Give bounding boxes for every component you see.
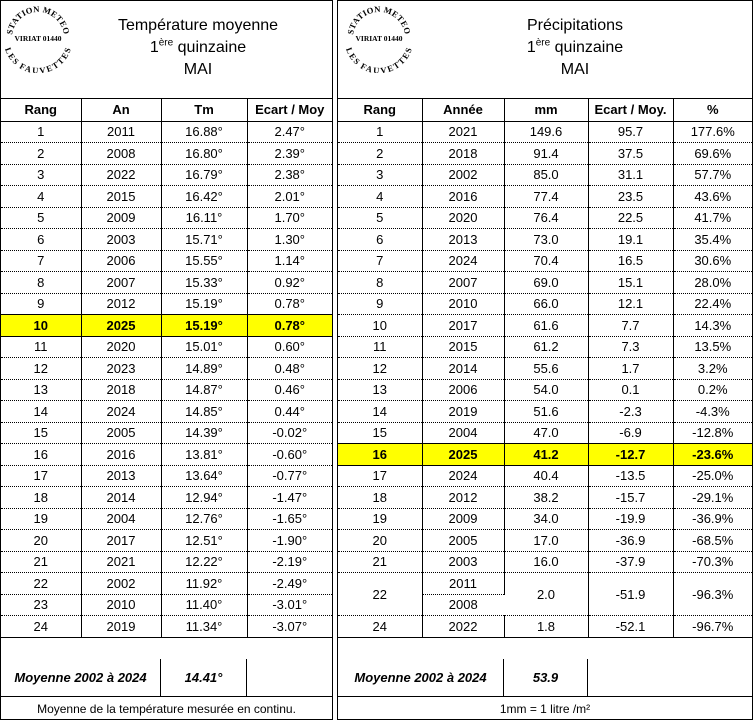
rank-cell: 19 — [338, 508, 422, 530]
table-row — [1, 207, 332, 229]
percent-cell: 3.2% — [673, 358, 752, 380]
temperature-cell: 11.34° — [161, 616, 247, 638]
temperature-title — [63, 15, 333, 81]
rank-cell: 8 — [338, 272, 422, 294]
column-header: Ecart / Moy — [247, 99, 332, 121]
deviation-cell: 1.70° — [247, 207, 332, 229]
deviation-cell: 2.38° — [247, 164, 332, 186]
temperature-cell: 14.87° — [161, 379, 247, 401]
deviation-cell: -0.60° — [247, 444, 332, 466]
percent-cell: -23.6% — [673, 444, 752, 466]
deviation-cell: 15.1 — [588, 272, 673, 294]
rainfall-cell: 51.6 — [504, 401, 588, 423]
deviation-cell: 0.44° — [247, 401, 332, 423]
rainfall-cell: 77.4 — [504, 186, 588, 208]
rainfall-cell: 40.4 — [504, 465, 588, 487]
deviation-cell: -13.5 — [588, 465, 673, 487]
year-cell: 2003 — [81, 229, 161, 251]
column-header: % — [673, 99, 752, 121]
deviation-cell: -36.9 — [588, 530, 673, 552]
year-cell: 2017 — [81, 530, 161, 552]
table-row — [1, 444, 332, 466]
year-cell: 2002 — [81, 573, 161, 595]
year-cell: 2009 — [422, 508, 504, 530]
year-cell: 2010 — [81, 594, 161, 616]
deviation-cell: 2.39° — [247, 143, 332, 165]
precipitation-ranking-table — [338, 99, 752, 638]
table-row — [1, 272, 332, 294]
table-row — [1, 186, 332, 208]
deviation-cell: 12.1 — [588, 293, 673, 315]
table-row — [338, 164, 752, 186]
precipitation-mean-row — [338, 659, 752, 697]
percent-cell: 0.2% — [673, 379, 752, 401]
rank-cell: 21 — [338, 551, 422, 573]
table-row — [1, 616, 332, 638]
deviation-cell: 2.47° — [247, 121, 332, 143]
year-cell: 2024 — [81, 401, 161, 423]
table-row — [338, 143, 752, 165]
precipitation-header — [338, 1, 752, 99]
rainfall-cell: 41.2 — [504, 444, 588, 466]
deviation-cell: 0.48° — [247, 358, 332, 380]
rank-cell: 10 — [338, 315, 422, 337]
year-cell: 2022 — [422, 616, 504, 638]
svg-text:VIRIAT 01440: VIRIAT 01440 — [14, 34, 62, 43]
table-row — [1, 530, 332, 552]
rank-cell: 17 — [1, 465, 81, 487]
deviation-cell: 7.3 — [588, 336, 673, 358]
table-row — [1, 358, 332, 380]
year-cell: 2019 — [422, 401, 504, 423]
rank-cell: 20 — [1, 530, 81, 552]
percent-cell: 30.6% — [673, 250, 752, 272]
table-row — [1, 250, 332, 272]
rank-cell: 20 — [338, 530, 422, 552]
rainfall-cell: 61.6 — [504, 315, 588, 337]
table-row — [1, 121, 332, 143]
rank-cell: 24 — [1, 616, 81, 638]
deviation-cell: -15.7 — [588, 487, 673, 509]
deviation-cell: -51.9 — [588, 573, 673, 616]
deviation-cell: -2.19° — [247, 551, 332, 573]
table-row — [1, 229, 332, 251]
deviation-cell: -37.9 — [588, 551, 673, 573]
year-cell: 2025 — [81, 315, 161, 337]
year-cell: 2012 — [422, 487, 504, 509]
percent-cell: -96.7% — [673, 616, 752, 638]
year-cell: 2003 — [422, 551, 504, 573]
station-stamp-logo — [344, 3, 414, 73]
temperature-cell: 15.19° — [161, 315, 247, 337]
year-cell: 2014 — [81, 487, 161, 509]
rank-cell: 19 — [1, 508, 81, 530]
temperature-cell: 16.42° — [161, 186, 247, 208]
year-cell: 2005 — [422, 530, 504, 552]
rainfall-cell: 149.6 — [504, 121, 588, 143]
year-cell: 2024 — [422, 465, 504, 487]
deviation-cell: 19.1 — [588, 229, 673, 251]
temperature-cell: 15.01° — [161, 336, 247, 358]
rank-cell: 4 — [1, 186, 81, 208]
table-row — [1, 336, 332, 358]
year-cell: 2020 — [422, 207, 504, 229]
deviation-cell: -3.01° — [247, 594, 332, 616]
percent-cell: -12.8% — [673, 422, 752, 444]
rank-cell: 12 — [1, 358, 81, 380]
svg-text:STATION METEO: STATION METEO — [4, 3, 72, 36]
table-row — [338, 422, 752, 444]
rank-cell: 8 — [1, 272, 81, 294]
year-cell: 2012 — [81, 293, 161, 315]
rank-cell: 22 — [338, 573, 422, 616]
temperature-cell: 14.39° — [161, 422, 247, 444]
rank-cell: 15 — [1, 422, 81, 444]
rainfall-cell: 34.0 — [504, 508, 588, 530]
deviation-cell: 23.5 — [588, 186, 673, 208]
rank-cell: 4 — [338, 186, 422, 208]
percent-cell: -96.3% — [673, 573, 752, 616]
deviation-cell: 0.1 — [588, 379, 673, 401]
temperature-mean-value: 14.41° — [161, 659, 247, 697]
rank-cell: 24 — [338, 616, 422, 638]
rainfall-cell: 1.8 — [504, 616, 588, 638]
year-cell: 2006 — [422, 379, 504, 401]
year-cell: 2004 — [81, 508, 161, 530]
table-row-tied — [338, 573, 752, 595]
temperature-cell: 12.94° — [161, 487, 247, 509]
year-cell: 2009 — [81, 207, 161, 229]
temperature-cell: 13.81° — [161, 444, 247, 466]
rank-cell: 9 — [338, 293, 422, 315]
percent-cell: 28.0% — [673, 272, 752, 294]
year-cell: 2007 — [81, 272, 161, 294]
svg-text:LES FAUVETTES: LES FAUVETTES — [344, 45, 414, 73]
temperature-mean-row — [1, 659, 332, 697]
svg-text:LES FAUVETTES: LES FAUVETTES — [3, 45, 73, 73]
rank-cell: 3 — [338, 164, 422, 186]
table-row — [338, 186, 752, 208]
table-row — [338, 207, 752, 229]
table-row — [338, 293, 752, 315]
temperature-cell: 11.40° — [161, 594, 247, 616]
rank-cell: 13 — [1, 379, 81, 401]
temperature-cell: 14.85° — [161, 401, 247, 423]
temperature-cell: 14.89° — [161, 358, 247, 380]
deviation-cell: -19.9 — [588, 508, 673, 530]
deviation-cell: 0.46° — [247, 379, 332, 401]
table-row — [338, 336, 752, 358]
year-cell: 2010 — [422, 293, 504, 315]
precipitation-mean-value: 53.9 — [504, 659, 588, 697]
temperature-ranking-table — [1, 99, 332, 638]
precipitation-title — [410, 15, 740, 81]
table-row — [338, 250, 752, 272]
temperature-cell: 12.76° — [161, 508, 247, 530]
year-cell: 2017 — [422, 315, 504, 337]
temperature-cell: 16.88° — [161, 121, 247, 143]
deviation-cell: 1.7 — [588, 358, 673, 380]
year-cell: 2021 — [81, 551, 161, 573]
precipitation-mean-label: Moyenne 2002 à 2024 — [338, 659, 504, 697]
deviation-cell: 2.01° — [247, 186, 332, 208]
column-header: Rang — [338, 99, 422, 121]
percent-cell: 22.4% — [673, 293, 752, 315]
table-row — [338, 530, 752, 552]
rank-cell: 1 — [1, 121, 81, 143]
rank-cell: 11 — [1, 336, 81, 358]
rank-cell: 5 — [338, 207, 422, 229]
rainfall-cell: 16.0 — [504, 551, 588, 573]
deviation-cell: 7.7 — [588, 315, 673, 337]
year-cell: 2023 — [81, 358, 161, 380]
temperature-cell: 11.92° — [161, 573, 247, 595]
rank-cell: 18 — [338, 487, 422, 509]
year-cell: 2015 — [422, 336, 504, 358]
temperature-header — [1, 1, 332, 99]
rank-cell: 16 — [1, 444, 81, 466]
deviation-cell: -2.49° — [247, 573, 332, 595]
year-cell: 2025 — [422, 444, 504, 466]
temperature-cell: 16.80° — [161, 143, 247, 165]
deviation-cell: -52.1 — [588, 616, 673, 638]
table-row — [338, 551, 752, 573]
precipitation-title-line1: Précipitations — [526, 17, 624, 34]
temperature-cell: 15.33° — [161, 272, 247, 294]
deviation-cell: -1.47° — [247, 487, 332, 509]
rank-cell: 3 — [1, 164, 81, 186]
table-row — [338, 401, 752, 423]
table-row — [338, 465, 752, 487]
year-cell: 2021 — [422, 121, 504, 143]
rank-cell: 17 — [338, 465, 422, 487]
table-row — [338, 358, 752, 380]
column-header: Ecart / Moy. — [588, 99, 673, 121]
year-cell: 2020 — [81, 336, 161, 358]
year-cell: 2013 — [81, 465, 161, 487]
deviation-cell: 0.78° — [247, 315, 332, 337]
table-row — [1, 379, 332, 401]
rainfall-cell: 2.0 — [504, 573, 588, 616]
deviation-cell: -6.9 — [588, 422, 673, 444]
rank-cell: 6 — [1, 229, 81, 251]
table-row — [1, 164, 332, 186]
rank-cell: 18 — [1, 487, 81, 509]
year-cell: 2014 — [422, 358, 504, 380]
percent-cell: -36.9% — [673, 508, 752, 530]
precipitation-panel — [337, 0, 753, 720]
percent-cell: 177.6% — [673, 121, 752, 143]
table-row-highlighted — [338, 444, 752, 466]
rainfall-cell: 47.0 — [504, 422, 588, 444]
table-row — [1, 143, 332, 165]
column-header: mm — [504, 99, 588, 121]
deviation-cell: 31.1 — [588, 164, 673, 186]
precipitation-footnote: 1mm = 1 litre /m² — [499, 702, 591, 716]
deviation-cell: -3.07° — [247, 616, 332, 638]
deviation-cell: -1.65° — [247, 508, 332, 530]
rank-cell: 12 — [338, 358, 422, 380]
table-row — [338, 315, 752, 337]
percent-cell: -29.1% — [673, 487, 752, 509]
rank-cell: 6 — [338, 229, 422, 251]
temperature-cell: 15.55° — [161, 250, 247, 272]
column-header: An — [81, 99, 161, 121]
rank-cell: 7 — [338, 250, 422, 272]
table-row — [1, 508, 332, 530]
year-cell: 2005 — [81, 422, 161, 444]
percent-cell: 14.3% — [673, 315, 752, 337]
deviation-cell: -2.3 — [588, 401, 673, 423]
percent-cell: 35.4% — [673, 229, 752, 251]
table-row — [338, 508, 752, 530]
rank-cell: 2 — [338, 143, 422, 165]
deviation-cell: 1.30° — [247, 229, 332, 251]
deviation-cell: -1.90° — [247, 530, 332, 552]
rank-cell: 13 — [338, 379, 422, 401]
rainfall-cell: 66.0 — [504, 293, 588, 315]
table-row — [1, 465, 332, 487]
temperature-cell: 16.79° — [161, 164, 247, 186]
percent-cell: 57.7% — [673, 164, 752, 186]
precipitation-title-line3: MAI — [560, 61, 590, 78]
rank-cell: 14 — [338, 401, 422, 423]
temperature-cell: 16.11° — [161, 207, 247, 229]
rank-cell: 9 — [1, 293, 81, 315]
temperature-title-line2: 1ère quinzaine — [149, 37, 247, 56]
table-row — [338, 616, 752, 638]
rank-cell: 10 — [1, 315, 81, 337]
year-cell: 2008 — [422, 594, 504, 616]
deviation-cell: -12.7 — [588, 444, 673, 466]
rainfall-cell: 55.6 — [504, 358, 588, 380]
percent-cell: -68.5% — [673, 530, 752, 552]
year-cell: 2004 — [422, 422, 504, 444]
rainfall-cell: 38.2 — [504, 487, 588, 509]
year-cell: 2016 — [422, 186, 504, 208]
year-cell: 2015 — [81, 186, 161, 208]
rainfall-cell: 76.4 — [504, 207, 588, 229]
column-header: Rang — [1, 99, 81, 121]
deviation-cell: 0.92° — [247, 272, 332, 294]
temperature-cell: 12.51° — [161, 530, 247, 552]
table-row — [338, 229, 752, 251]
percent-cell: 43.6% — [673, 186, 752, 208]
table-row — [338, 379, 752, 401]
table-row — [1, 293, 332, 315]
temperature-panel — [0, 0, 333, 720]
year-cell: 2011 — [422, 573, 504, 595]
rank-cell: 23 — [1, 594, 81, 616]
precipitation-title-line2: 1ère quinzaine — [526, 37, 624, 56]
deviation-cell: 22.5 — [588, 207, 673, 229]
rank-cell: 1 — [338, 121, 422, 143]
table-row — [1, 401, 332, 423]
rank-cell: 2 — [1, 143, 81, 165]
rainfall-cell: 54.0 — [504, 379, 588, 401]
deviation-cell: 95.7 — [588, 121, 673, 143]
table-row — [1, 573, 332, 595]
deviation-cell: 0.78° — [247, 293, 332, 315]
temperature-title-line1: Température moyenne — [117, 17, 279, 34]
temperature-cell: 15.19° — [161, 293, 247, 315]
rank-cell: 21 — [1, 551, 81, 573]
percent-cell: -25.0% — [673, 465, 752, 487]
rainfall-cell: 85.0 — [504, 164, 588, 186]
deviation-cell: 1.14° — [247, 250, 332, 272]
percent-cell: 41.7% — [673, 207, 752, 229]
percent-cell: 13.5% — [673, 336, 752, 358]
rank-cell: 16 — [338, 444, 422, 466]
deviation-cell: 0.60° — [247, 336, 332, 358]
deviation-cell: 37.5 — [588, 143, 673, 165]
year-cell: 2016 — [81, 444, 161, 466]
rainfall-cell: 73.0 — [504, 229, 588, 251]
rainfall-cell: 17.0 — [504, 530, 588, 552]
temperature-cell: 12.22° — [161, 551, 247, 573]
rainfall-cell: 61.2 — [504, 336, 588, 358]
rank-cell: 11 — [338, 336, 422, 358]
percent-cell: -70.3% — [673, 551, 752, 573]
rainfall-cell: 70.4 — [504, 250, 588, 272]
rank-cell: 5 — [1, 207, 81, 229]
year-cell: 2018 — [81, 379, 161, 401]
temperature-cell: 15.71° — [161, 229, 247, 251]
year-cell: 2011 — [81, 121, 161, 143]
rank-cell: 14 — [1, 401, 81, 423]
year-cell: 2013 — [422, 229, 504, 251]
temperature-cell: 13.64° — [161, 465, 247, 487]
table-row — [338, 487, 752, 509]
column-header: Tm — [161, 99, 247, 121]
year-cell: 2006 — [81, 250, 161, 272]
table-row — [1, 594, 332, 616]
rank-cell: 7 — [1, 250, 81, 272]
percent-cell: -4.3% — [673, 401, 752, 423]
rank-cell: 15 — [338, 422, 422, 444]
table-row — [338, 272, 752, 294]
temperature-footnote: Moyenne de la température mesurée en continu. — [37, 702, 296, 716]
rainfall-cell: 69.0 — [504, 272, 588, 294]
year-cell: 2024 — [422, 250, 504, 272]
deviation-cell: -0.02° — [247, 422, 332, 444]
year-cell: 2008 — [81, 143, 161, 165]
year-cell: 2022 — [81, 164, 161, 186]
table-row — [1, 487, 332, 509]
table-row — [1, 422, 332, 444]
column-header: Année — [422, 99, 504, 121]
year-cell: 2018 — [422, 143, 504, 165]
rank-cell: 22 — [1, 573, 81, 595]
deviation-cell: -0.77° — [247, 465, 332, 487]
table-row — [338, 121, 752, 143]
table-row — [1, 551, 332, 573]
svg-text:STATION METEO: STATION METEO — [345, 3, 413, 36]
percent-cell: 69.6% — [673, 143, 752, 165]
year-cell: 2002 — [422, 164, 504, 186]
table-row-highlighted — [1, 315, 332, 337]
year-cell: 2007 — [422, 272, 504, 294]
rainfall-cell: 91.4 — [504, 143, 588, 165]
svg-text:VIRIAT 01440: VIRIAT 01440 — [355, 34, 403, 43]
year-cell: 2019 — [81, 616, 161, 638]
deviation-cell: 16.5 — [588, 250, 673, 272]
temperature-title-line3: MAI — [183, 61, 213, 78]
temperature-mean-label: Moyenne 2002 à 2024 — [1, 659, 161, 697]
